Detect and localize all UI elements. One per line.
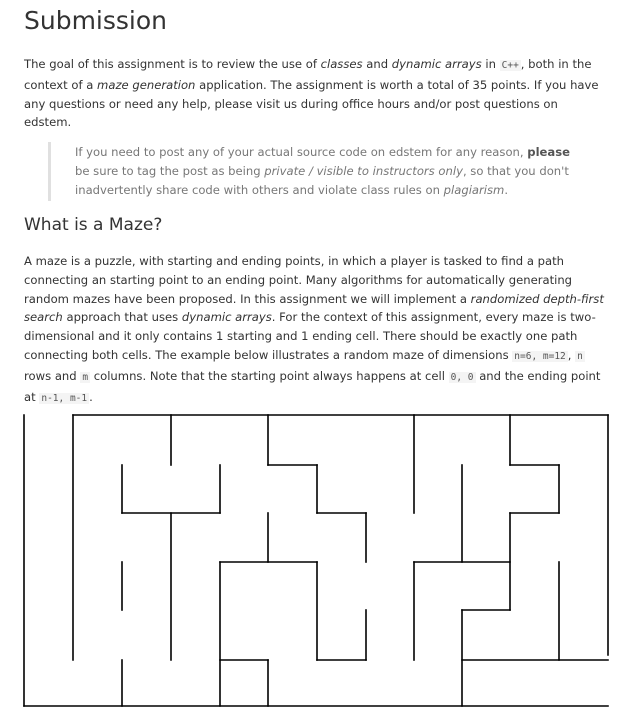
- note-text-2: be sure to tag the post as being: [75, 163, 265, 178]
- maze-text-2: approach that uses: [62, 310, 182, 325]
- intro-paragraph: [24, 55, 608, 132]
- maze-text-4: ,: [567, 347, 576, 362]
- intro-em-classes: classes: [320, 57, 363, 71]
- note-text-4: .: [504, 182, 509, 197]
- maze-text-6: columns. Note that the starting point always happens at cell: [90, 368, 449, 383]
- intro-text-4: , both in the context of a: [24, 57, 592, 92]
- note-text-1: If you need to post any of your actual source code on edstem for any reason,: [75, 145, 528, 159]
- note-blockquote: [48, 142, 596, 201]
- intro-text-1: The goal of this assignment is to review the use of: [24, 57, 321, 71]
- maze-code-n: n: [577, 350, 583, 362]
- intro-text-2: and: [362, 57, 392, 71]
- maze-text-8: .: [89, 389, 93, 404]
- maze-em-dynamic-arrays: dynamic arrays: [181, 310, 272, 325]
- note-em-plagiarism: plagiarism: [443, 182, 505, 197]
- note-text-3: , so that you don't inadvertently share code with others and violate class rules on: [75, 163, 569, 197]
- maze-walls: [24, 415, 608, 706]
- note-paragraph: [75, 143, 575, 199]
- maze-text-5: rows and: [24, 368, 81, 383]
- maze-code-m: m: [82, 371, 89, 383]
- intro-text-5: application. The assignment is worth a total of 35 points. If you have any questions or need any help, please visit us during office hours and/or post questions on edstem.: [24, 77, 599, 130]
- intro-text-3: in: [481, 57, 500, 71]
- note-strong-please: please: [527, 145, 570, 159]
- maze-text-3: . For the context of this assignment, every maze is two-dimensional and it only contains 1 starting and 1 ending cell. There should be exactly one path connecting both cells. The example below illustrates a random maze of dimensions: [24, 310, 596, 362]
- maze-illustration: [0, 400, 626, 718]
- maze-em-algorithm: randomized depth-first search: [24, 291, 604, 325]
- maze-text-1: A maze is a puzzle, with starting and ending points, in which a player is tasked to find a path connecting an starting point to an ending point. Many algorithms for automatically generating random mazes have been proposed. In this assignment we will implement a: [24, 254, 573, 306]
- maze-code-end: n-1, m-1: [41, 392, 88, 404]
- note-em-private: private / visible to instructors only: [264, 163, 463, 178]
- intro-em-maze-generation: maze generation: [97, 77, 196, 92]
- submission-heading: Submission: [24, 6, 168, 35]
- intro-em-dynamic-arrays: dynamic arrays: [391, 57, 482, 71]
- maze-code-dims: n=6, m=12: [514, 350, 566, 362]
- what-is-maze-heading: What is a Maze?: [24, 215, 163, 235]
- maze-description-paragraph: [24, 252, 612, 408]
- maze-code-start: 0, 0: [450, 371, 474, 383]
- maze-text-7: and the ending point at: [24, 368, 601, 404]
- intro-code-cpp: C++: [501, 60, 519, 71]
